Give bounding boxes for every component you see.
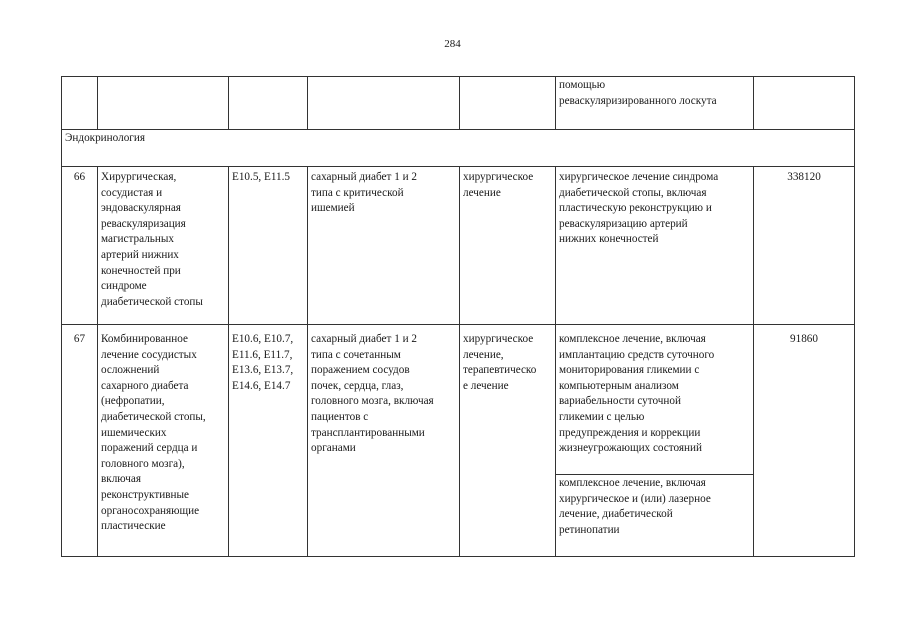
cell-name [98, 167, 229, 325]
text-line: предупреждения и коррекции [559, 426, 701, 439]
text-line: диабетической стопы, [101, 410, 206, 423]
medical-care-table [61, 76, 855, 557]
text-line: сахарный диабет 1 и 2 [311, 333, 417, 345]
text-line: реваскуляризированного лоскута [559, 94, 717, 107]
text-line: трансплантированными [311, 426, 425, 439]
cell-model [308, 167, 460, 325]
text-line: конечностей при [101, 264, 181, 277]
text-line: хирургическое лечение синдрома [559, 171, 719, 183]
text-line: ишемией [311, 202, 355, 215]
text-line: почек, сердца, глаз, [311, 379, 404, 392]
text-line: E10.5, E11.5 [232, 171, 291, 183]
cell-codes [229, 167, 308, 325]
text-line: пластические [101, 520, 166, 533]
text-line: хирургическое [463, 333, 534, 345]
text-line: эндоваскулярная [101, 202, 181, 215]
section-title: Эндокринология [62, 130, 855, 167]
cell-method [556, 325, 754, 475]
text-line: комплексное лечение, включая [559, 333, 706, 345]
text-line: головного мозга), [101, 457, 185, 470]
text-line: ишемических [101, 426, 167, 439]
text-line: синдроме [101, 280, 147, 293]
text-line: ретинопатии [559, 523, 620, 536]
text-line: пациентов с [311, 410, 369, 423]
cell-num: 66 [62, 167, 98, 325]
text-line: артерий нижних [101, 248, 179, 261]
text-line: гликемии с целью [559, 410, 645, 423]
text-line: лечение [463, 186, 501, 199]
text-line: сахарный диабет 1 и 2 [311, 171, 417, 183]
text-line: типа с критической [311, 186, 404, 199]
text-line: комплексное лечение, включая [559, 477, 706, 489]
text-line: головного мозга, включая [311, 395, 434, 408]
table-row-section [62, 130, 855, 167]
cell-type [460, 325, 556, 557]
text-line: типа с сочетанным [311, 348, 401, 361]
text-line: диабетической стопы [101, 295, 203, 308]
text-line: нижних конечностей [559, 233, 659, 246]
cell-type [460, 167, 556, 325]
text-line: включая [101, 473, 141, 486]
text-line: лечение, [463, 348, 504, 361]
cell-type [460, 77, 556, 130]
text-line: сосудистая и [101, 186, 163, 199]
cell-name [98, 325, 229, 557]
text-line: реконструктивные [101, 488, 189, 501]
text-line: органами [311, 442, 356, 455]
cell-method [556, 475, 754, 557]
cell-num [62, 77, 98, 130]
text-line: помощью [559, 79, 606, 91]
text-line: органосохраняющие [101, 504, 200, 517]
text-line: E11.6, E11.7, [232, 348, 293, 361]
table-row-continuation [62, 77, 855, 130]
text-line: (нефропатии, [101, 395, 165, 408]
text-line: хирургическое и (или) лазерное [559, 492, 711, 505]
text-line: сахарного диабета [101, 379, 189, 392]
text-line: поражением сосудов [311, 364, 410, 377]
text-line: вариабельности суточной [559, 395, 681, 408]
cell-price: 338120 [754, 167, 855, 325]
text-line: е лечение [463, 379, 509, 392]
cell-price [754, 77, 855, 130]
text-line: пластическую реконструкцию и [559, 202, 712, 215]
text-line: терапевтическо [463, 364, 537, 377]
cell-model [308, 77, 460, 130]
cell-codes [229, 325, 308, 557]
cell-name [98, 77, 229, 130]
table-row-67 [62, 325, 855, 475]
cell-model [308, 325, 460, 557]
cell-price: 91860 [754, 325, 855, 557]
cell-codes [229, 77, 308, 130]
text-line: мониторирования гликемии с [559, 364, 700, 377]
text-line: поражений сердца и [101, 442, 198, 455]
table-row-66 [62, 167, 855, 325]
cell-num: 67 [62, 325, 98, 557]
text-line: Комбинированное [101, 333, 188, 345]
text-line: реваскуляризацию артерий [559, 217, 688, 230]
text-line: лечение, диабетической [559, 508, 673, 521]
text-line: жизнеугрожающих состояний [559, 442, 702, 455]
text-line: E14.6, E14.7 [232, 379, 291, 392]
text-line: компьютерным анализом [559, 379, 679, 392]
cell-method [556, 167, 754, 325]
cell-method [556, 77, 754, 130]
text-line: E13.6, E13.7, [232, 364, 294, 377]
text-line: E10.6, E10.7, [232, 333, 294, 345]
text-line: осложнений [101, 364, 160, 377]
text-line: диабетической стопы, включая [559, 186, 707, 199]
text-line: реваскуляризация [101, 217, 186, 230]
page-number: 284 [444, 38, 461, 50]
text-line: хирургическое [463, 171, 534, 183]
text-line: магистральных [101, 233, 174, 246]
text-line: Хирургическая, [101, 171, 177, 183]
text-line: имплантацию средств суточного [559, 348, 715, 361]
text-line: лечение сосудистых [101, 348, 197, 361]
